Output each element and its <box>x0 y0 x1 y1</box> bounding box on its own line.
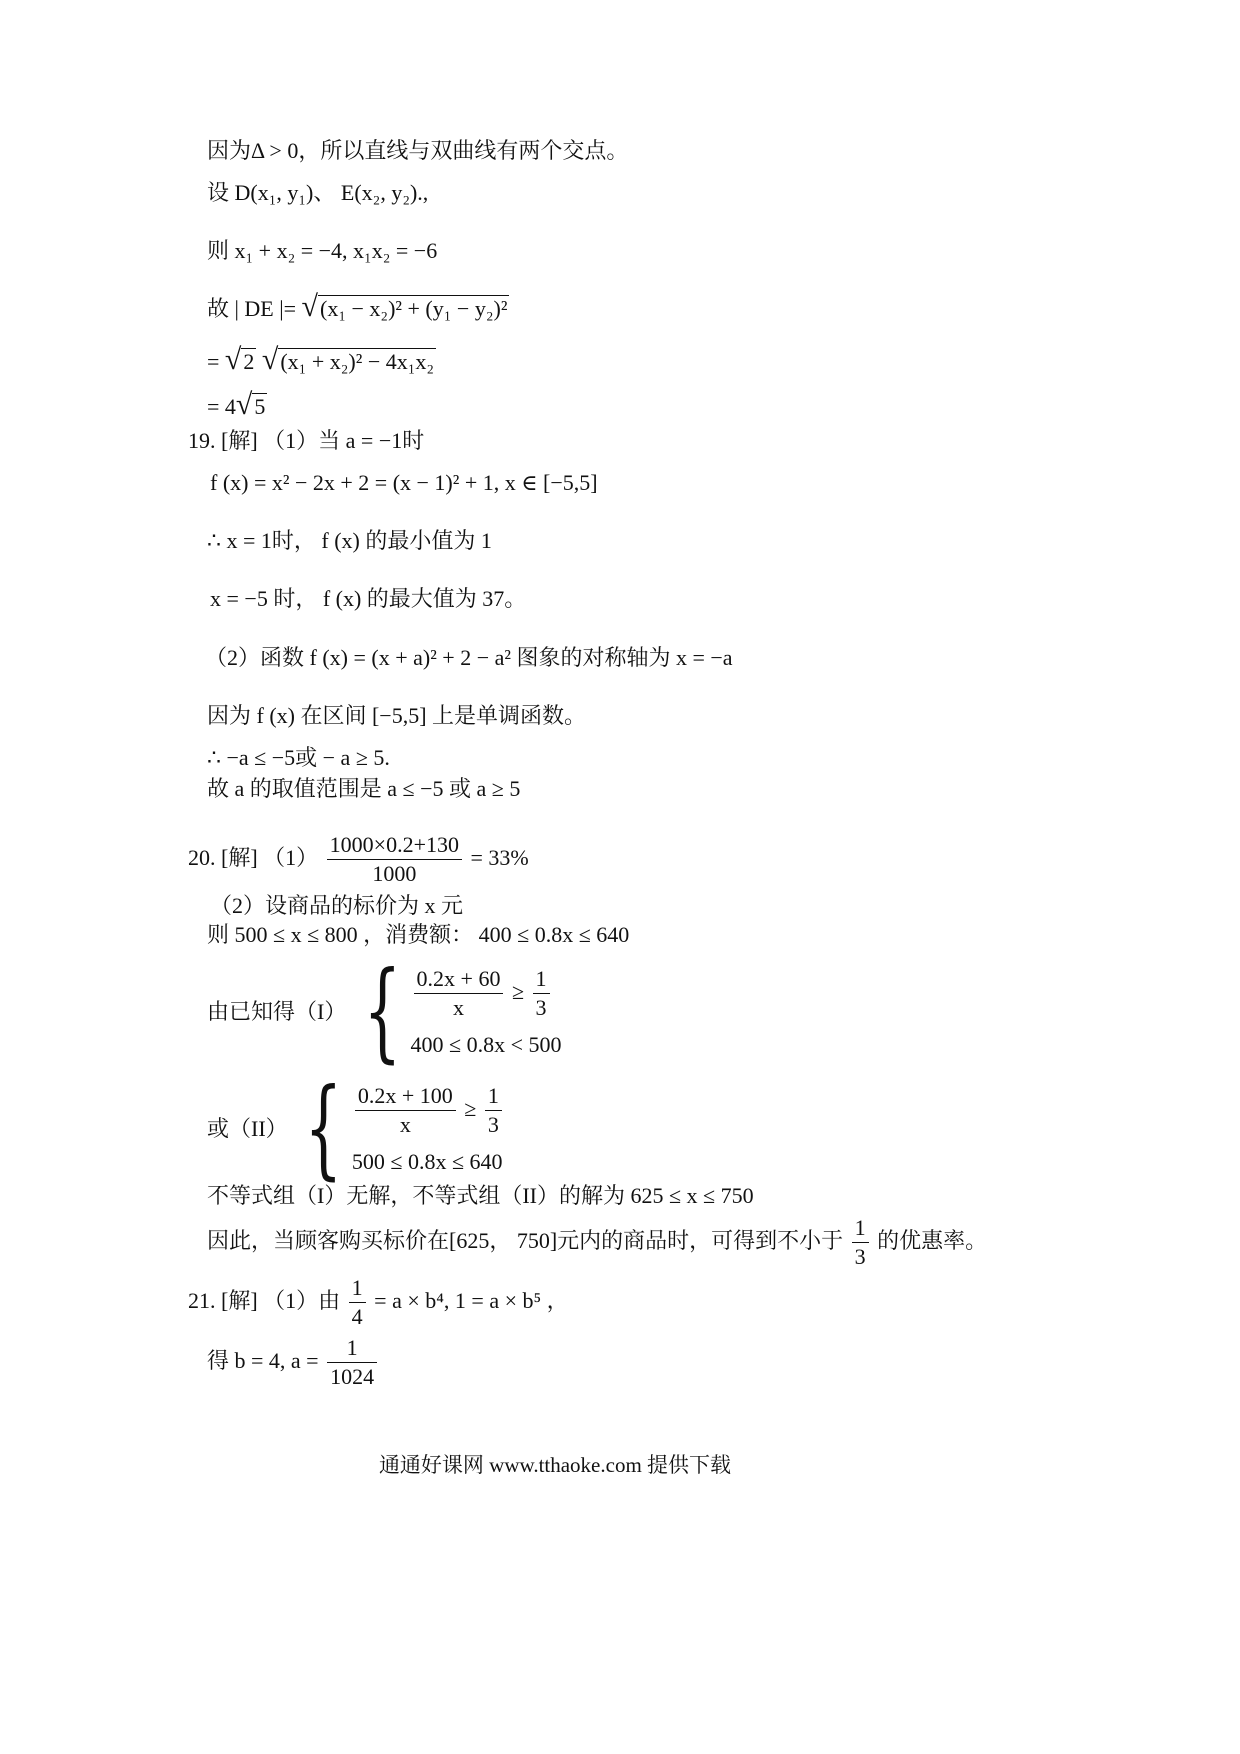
radicand: (x₁ − x₂)² + (y₁ − y₂)² <box>320 295 508 321</box>
text-line <box>207 1215 987 1271</box>
operator: ≥ <box>511 978 525 1004</box>
denominator: 3 <box>854 1244 866 1270</box>
text-line: 则 x₁ + x₂ = −4, x₁x₂ = −6 <box>207 238 438 263</box>
formula-lead: 故 | DE |= <box>207 296 297 321</box>
numerator: 0.2x + 60 <box>414 966 504 994</box>
numerator: 0.2x + 100 <box>355 1083 456 1111</box>
numerator: 1 <box>533 966 550 994</box>
system-rows <box>411 966 562 1058</box>
numerator: 1 <box>349 1275 366 1303</box>
text-line: 则 500 ≤ x ≤ 800 ，消费额： 400 ≤ 0.8x ≤ 640 <box>207 922 630 947</box>
numerator: 1 <box>852 1215 869 1243</box>
system-rows <box>352 1083 505 1175</box>
text-segment: 因此，当顾客购买标价在[625， 750]元内的商品时，可得到不小于 <box>207 1227 844 1253</box>
page-footer: 通通好课网 www.tthaoke.com 提供下载 <box>378 1453 732 1477</box>
text-line: （2）函数 f (x) = (x + a)² + 2 − a² 图象的对称轴为 x = −a <box>205 645 733 670</box>
numerator: 1000×0.2+130 <box>327 832 462 860</box>
problem-heading: 19. [解] （1）当 a = −1时 <box>188 428 425 453</box>
problem-heading <box>188 1275 569 1331</box>
denominator: 4 <box>351 1304 363 1330</box>
left-brace: { <box>363 949 402 1074</box>
formula-lead: 得 b = 4, a = <box>207 1347 319 1373</box>
fraction <box>485 1083 502 1139</box>
system-row <box>411 966 562 1022</box>
formula-line <box>207 345 436 375</box>
denominator: 3 <box>487 1112 499 1138</box>
formula-line <box>207 292 509 322</box>
text-line: x = −5 时， f (x) 的最大值为 37。 <box>210 586 527 611</box>
system-lead: 由已知得（I） <box>207 998 347 1024</box>
fraction <box>355 1083 456 1139</box>
text-line: ∴ x = 1时， f (x) 的最小值为 1 <box>207 528 492 553</box>
fraction <box>852 1215 869 1271</box>
text-line: （2）设商品的标价为 x 元 <box>210 893 464 918</box>
formula-lead: = <box>207 349 225 374</box>
formula-lead: = 4 <box>207 394 236 419</box>
numerator: 1 <box>327 1335 377 1363</box>
radicand: 5 <box>254 393 266 419</box>
sqrt-expression <box>236 390 267 420</box>
denominator: x <box>399 1112 411 1138</box>
text-segment: 的优惠率。 <box>877 1227 988 1253</box>
denominator: 3 <box>535 995 547 1021</box>
fraction <box>533 966 550 1022</box>
text-line: 因为 f (x) 在区间 [−5,5] 上是单调函数。 <box>207 703 587 728</box>
denominator: 1000 <box>372 861 417 887</box>
system-body <box>352 949 562 1074</box>
denominator: x <box>453 995 464 1021</box>
text-line: ∴ −a ≤ −5或 − a ≥ 5. <box>207 745 390 770</box>
problem-heading <box>188 832 529 888</box>
fraction <box>414 966 504 1022</box>
system-body <box>293 1066 505 1191</box>
fraction <box>327 1335 377 1391</box>
formula-line <box>207 1335 380 1391</box>
left-brace: { <box>304 1066 343 1191</box>
sqrt-expression <box>262 345 436 375</box>
sqrt-expression <box>225 345 256 375</box>
denominator: 1024 <box>330 1364 375 1390</box>
formula-result: = 33% <box>470 844 529 870</box>
system-row: 500 ≤ 0.8x ≤ 640 <box>351 1148 503 1174</box>
formula-line <box>207 390 267 420</box>
text-line: f (x) = x² − 2x + 2 = (x − 1)² + 1, x ∈ [−5,5] <box>210 470 598 495</box>
inequality-system <box>207 1066 505 1191</box>
radical-sign: √ <box>301 290 319 323</box>
system-lead: 或（II） <box>207 1115 288 1141</box>
radical-sign: √ <box>235 388 253 421</box>
system-row <box>352 1083 505 1139</box>
fraction <box>349 1275 366 1331</box>
radicand: (x₁ + x₂)² − 4x₁x₂ <box>280 348 435 374</box>
text-line: 设 D(x₁, y₁)、 E(x₂, y₂)., <box>207 180 429 205</box>
radical-sign: √ <box>224 343 242 376</box>
heading-label: 20. [解] （1） <box>188 844 319 870</box>
inequality-system <box>207 949 562 1074</box>
heading-label: 21. [解] （1）由 <box>188 1287 341 1313</box>
numerator: 1 <box>485 1083 502 1111</box>
operator: ≥ <box>464 1095 477 1121</box>
system-row: 400 ≤ 0.8x < 500 <box>410 1031 562 1057</box>
radical-sign: √ <box>261 343 279 376</box>
fraction <box>327 832 462 888</box>
sqrt-expression <box>302 292 510 322</box>
text-line: 故 a 的取值范围是 a ≤ −5 或 a ≥ 5 <box>207 776 521 801</box>
formula-result: = a × b⁴, 1 = a × b⁵ ， <box>374 1287 569 1313</box>
text-line: 不等式组（I）无解，不等式组（II）的解为 625 ≤ x ≤ 750 <box>207 1183 754 1208</box>
text-line: 因为Δ > 0，所以直线与双曲线有两个交点。 <box>207 138 629 163</box>
radicand: 2 <box>243 348 255 374</box>
